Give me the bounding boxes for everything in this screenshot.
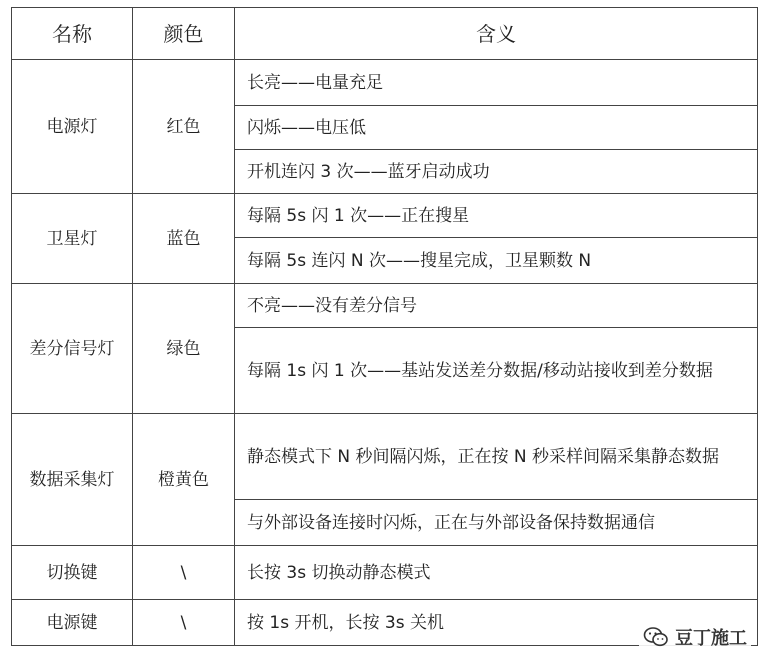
row-name: 数据采集灯 [12, 414, 133, 546]
indicator-table [11, 7, 758, 646]
table-row [12, 284, 758, 328]
watermark-text: 豆丁施工 [675, 628, 747, 649]
row-meaning: 长按 3s 切换动静态模式 [235, 546, 758, 600]
row-meaning: 长亮——电量充足 [235, 60, 758, 106]
row-meaning: 每隔 1s 闪 1 次——基站发送差分数据/移动站接收到差分数据 [235, 328, 758, 414]
row-color: 橙黄色 [133, 414, 235, 546]
row-meaning: 与外部设备连接时闪烁，正在与外部设备保持数据通信 [235, 500, 758, 546]
table-row [12, 60, 758, 106]
row-name: 电源灯 [12, 60, 133, 194]
row-name: 卫星灯 [12, 194, 133, 284]
header-row [12, 8, 758, 60]
row-meaning: 不亮——没有差分信号 [235, 284, 758, 328]
header-name: 名称 [12, 8, 133, 60]
row-color: 蓝色 [133, 194, 235, 284]
row-name: 电源键 [12, 600, 133, 646]
header-meaning: 含义 [235, 8, 758, 60]
header-color: 颜色 [133, 8, 235, 60]
row-meaning: 每隔 5s 闪 1 次——正在搜星 [235, 194, 758, 238]
row-color: 绿色 [133, 284, 235, 414]
table-row [12, 414, 758, 500]
table-row [12, 194, 758, 238]
row-meaning: 静态模式下 N 秒间隔闪烁，正在按 N 秒采样间隔采集静态数据 [235, 414, 758, 500]
row-color: \ [133, 600, 235, 646]
row-name: 切换键 [12, 546, 133, 600]
row-meaning: 闪烁——电压低 [235, 106, 758, 150]
watermark [639, 622, 751, 652]
row-color: 红色 [133, 60, 235, 194]
row-meaning: 每隔 5s 连闪 N 次——搜星完成，卫星颗数 N [235, 238, 758, 284]
table-row [12, 546, 758, 600]
row-name: 差分信号灯 [12, 284, 133, 414]
wechat-icon [643, 626, 669, 648]
row-meaning: 开机连闪 3 次——蓝牙启动成功 [235, 150, 758, 194]
row-color: \ [133, 546, 235, 600]
row-meaning: 按 1s 开机，长按 3s 关机 [235, 600, 758, 646]
